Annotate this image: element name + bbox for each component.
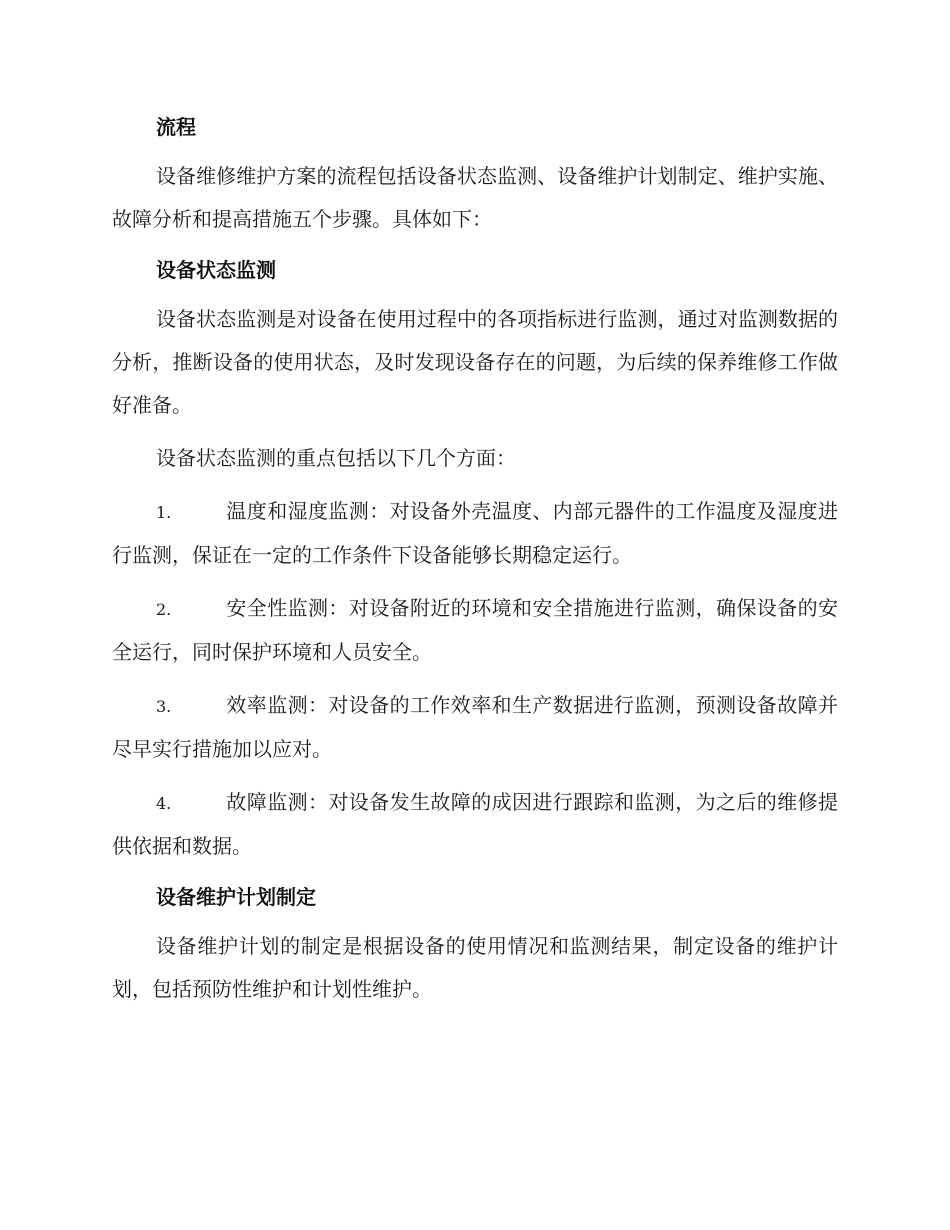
list-number: 3.	[156, 697, 172, 716]
list-number: 4.	[156, 794, 172, 813]
list-text: 安全性监测：对设备附近的环境和安全措施进行监测，确保设备的安全运行，同时保护环境和人员安全。	[112, 596, 838, 664]
paragraph-monitoring-focus: 设备状态监测的重点包括以下几个方面：	[156, 446, 516, 470]
list-number: 1.	[156, 503, 172, 522]
section-heading-maintenance-plan: 设备维护计划制定	[156, 885, 316, 909]
section-heading-monitoring: 设备状态监测	[156, 258, 276, 282]
list-number: 2.	[156, 600, 172, 619]
list-text: 故障监测：对设备发生故障的成因进行跟踪和监测，为之后的维修提供依据和数据。	[112, 790, 838, 858]
list-item	[112, 490, 838, 577]
list-item	[112, 684, 838, 771]
list-text: 效率监测：对设备的工作效率和生产数据进行监测，预测设备故障并尽早实行措施加以应对。	[112, 693, 838, 761]
paragraph-maintenance-plan: 设备维护计划的制定是根据设备的使用情况和监测结果，制定设备的维护计划，包括预防性维护和计划性维护。	[112, 934, 838, 1001]
paragraph-process: 设备维修维护方案的流程包括设备状态监测、设备维护计划制定、维护实施、故障分析和提高措施五个步骤。具体如下：	[112, 164, 838, 231]
paragraph-monitoring: 设备状态监测是对设备在使用过程中的各项指标进行监测，通过对监测数据的分析，推断设备的使用状态，及时发现设备存在的问题，为后续的保养维修工作做好准备。	[112, 307, 838, 417]
list-text: 温度和湿度监测：对设备外壳温度、内部元器件的工作温度及湿度进行监测，保证在一定的工作条件下设备能够长期稳定运行。	[112, 499, 838, 567]
list-item	[112, 781, 838, 868]
section-heading-process: 流程	[156, 115, 196, 139]
list-item	[112, 587, 838, 674]
document-page	[112, 108, 838, 1011]
